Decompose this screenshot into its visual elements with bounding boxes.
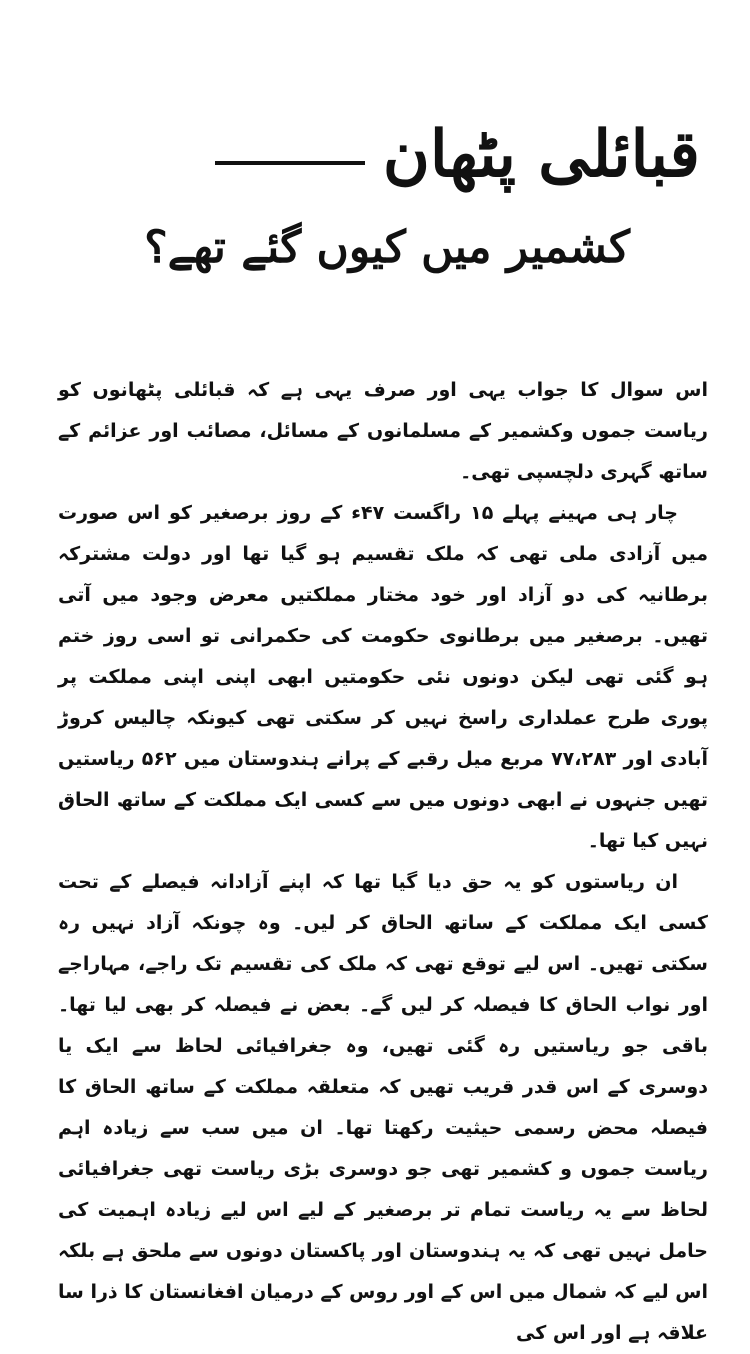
page-title: قبائلی پٹھان — [382, 117, 700, 192]
paragraph: چار ہی مہینے پہلے ۱۵ راگست ۴۷ء کے روز برصغیر کو اس صورت میں آزادی ملی تھی کہ ملک تقسیم ہو گیا تھا اور دولت مشترکہ برطانیہ کی دو آزاد اور خود مختار مملکتیں معرض وجود میں آتی تھیں۔ برصغیر میں برطانوی حکومت کی حکمرانی تو اسی روز ختم ہو گئی تھی لیکن دونوں نئی حکومتیں ابھی اپنی اپنی مملکت پر پوری طرح عملداری راسخ نہیں کر سکتی تھی کیونکہ چالیس کروڑ آبادی اور ۷۷،۲۸۳ مربع میل رقبے کے پرانے ہندوستان میں ۵۶۲ ریاستیں تھیں جنہوں نے ابھی دونوں میں سے کسی ایک مملکت کے ساتھ الحاق نہیں کیا تھا۔ — [58, 502, 709, 852]
title-dash — [215, 161, 365, 165]
title-row — [60, 100, 700, 210]
heading-block — [60, 100, 700, 300]
article-body — [58, 370, 708, 1354]
paragraph: اس سوال کا جواب یہی اور صرف یہی ہے کہ قبائلی پٹھانوں کو ریاست جموں وکشمیر کے مسلمانوں کے مسائل، مصائب اور عزائم کے ساتھ گہری دلچسپی تھی۔ — [58, 379, 708, 483]
paragraph: ان ریاستوں کو یہ حق دیا گیا تھا کہ اپنے آزادانہ فیصلے کے تحت کسی ایک مملکت کے ساتھ الحاق کر لیں۔ وہ چونکہ آزاد نہیں رہ سکتی تھیں۔ اس لیے توقع تھی کہ ملک کی تقسیم تک راجے، مہاراجے اور نواب الحاق کا فیصلہ کر لیں گے۔ بعض نے فیصلہ کر بھی لیا تھا۔ باقی جو ریاستیں رہ گئی تھیں، وہ جغرافیائی لحاظ سے ایک یا دوسری کے اس قدر قریب تھیں کہ متعلقہ مملکت کے ساتھ الحاق کا فیصلہ محض رسمی حیثیت رکھتا تھا۔ ان میں سب سے زیادہ اہم ریاست جموں و کشمیر تھی جو دوسری بڑی ریاست تھی جغرافیائی لحاظ سے یہ ریاست تمام تر برصغیر کے لیے اس لیے زیادہ اہمیت کی حامل نہیں تھی کہ یہ ہندوستان اور پاکستان دونوں سے ملحق ہے بلکہ اس لیے کہ شمال میں اس کے اور روس کے درمیان افغانستان کا ذرا سا علاقہ ہے اور اس کی — [58, 871, 708, 1344]
page-subtitle: کشمیر میں کیوں گئے تھے؟ — [144, 222, 630, 273]
